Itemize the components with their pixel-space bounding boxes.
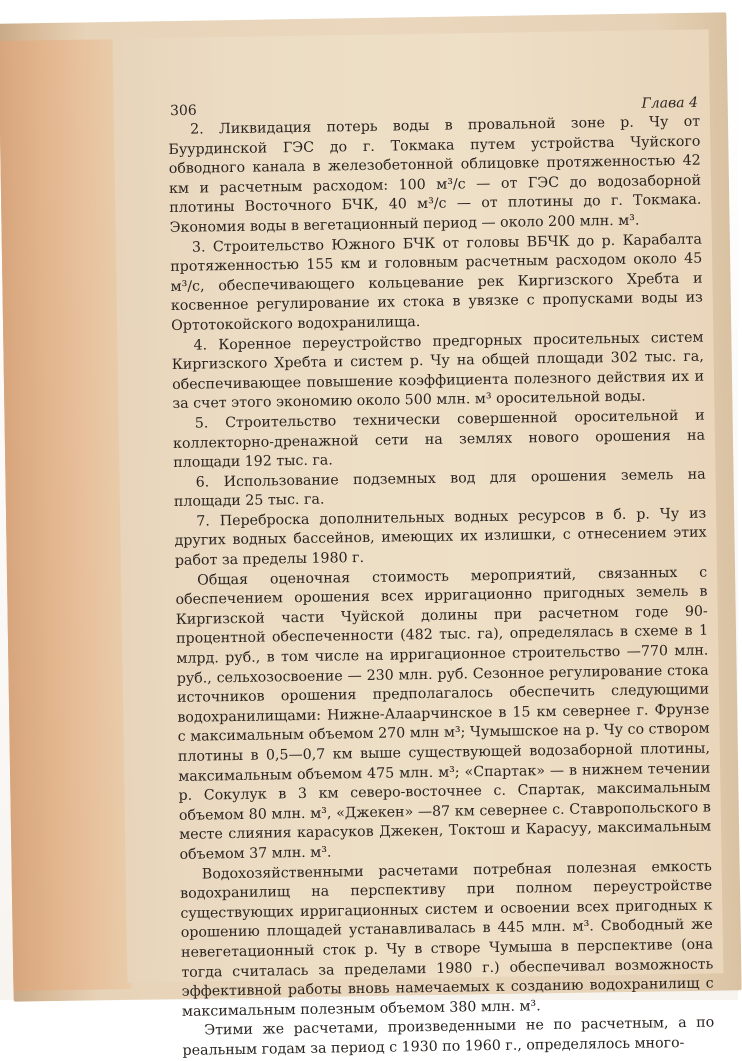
paragraph-multiyear-calc: Этими же расчетами, произведенными не по расчетным, а по реальным годам за период с 1930 по 1960 г., определялось много- [182, 1014, 715, 1059]
page-stack-edge [0, 39, 131, 991]
paragraph-item-5: 5. Строительство технически совершенной оросительной и коллекторно-дренажной сети на землях нового орошения на площади 192 тыс. га. [172, 407, 706, 472]
paragraph-reservoir-capacity: Водохозяйственными расчетами потребная полезная емкость водохранилищ на перспективу при полном переустройстве существующих ирригационных систем и освоении всех пригодных к орошению площадей устанавливалась в 445 млн. м³. Свободный же невегетационный сток р. Чу в створе Чумыша в перспективе (она тогда считалась за пределами 1980 г.) обеспечивал возможность эффективной работы вновь намечаемых к созданию водохранилищ с максимальным полезным объемом 380 млн. м³. [180, 858, 714, 1020]
body-text [168, 113, 715, 1061]
paragraph-item-7: 7. Переброска дополнительных водных ресурсов в б. р. Чу из других водных бассейнов, имеющих их излишки, с отнесением этих работ за пределы 1980 г. [174, 505, 707, 570]
paragraph-item-6: 6. Использование подземных вод для орошения земель на площади 25 тыс. га. [173, 466, 706, 511]
chapter-title: Глава 4 [641, 94, 699, 112]
paragraph-item-2: 2. Ликвидация потерь воды в провальной зоне р. Чу от Буурдинской ГЭС до г. Токмака путем устройства Чуйского обводного канала в железобетонной облицовке протяженностью 42 км и расчетным расходом: 100 м³/с — от ГЭС до водозаборной плотины Восточного БЧК, 40 м³/с — от плотины до г. Токмака. Экономия воды в вегетационный период — около 200 млн. м³. [168, 113, 702, 236]
paragraph-cost-estimate: Общая оценочная стоимость мероприятий, связанных с обеспечением орошения всех ирригационно пригодных земель в Киргизской части Чуйской долины при расчетном годе 90-процентной обеспеченности (482 тыс. га), определялась в схеме в 1 млрд. руб., в том числе на ирригационное строительство —770 млн. руб., сельхозосвоение — 230 млн. руб. Сезонное регулирование стока источников орошения предполагалось обеспечить следующими водохранилищами: Нижне-Алаарчинское в 15 км севернее г. Фрунзе с максимальным объемом 270 млн м³; Чумышское на р. Чу со створом плотины в 0,5—0,7 км выше существующей водозаборной плотины, максимальным объемом 475 млн. м³; «Спартак» — в нижнем течении р. Сокулук в 3 км северо-восточнее с. Спартак, максимальным объемом 80 млн. м³, «Джекен» —87 км севернее с. Ставропольского в месте слияния карасуков Джекен, Токтош и Карасуу, максимальным объемом 37 млн. м³. [175, 564, 712, 863]
paragraph-item-4: 4. Коренное переустройство предгорных просительных систем Киргизского Хребта и систем р. Чу на общей площади 302 тыс. га, обеспечивающее повышение коэффициента полезного действия их и за счет этого экономию около 500 млн. м³ оросительной воды. [171, 329, 705, 413]
paragraph-item-3: 3. Строительство Южного БЧК от головы ВБЧК до р. Карабалта протяженностью 155 км и головным расчетным расходом около 45 м³/с, обеспечивающего кольцевание рек Киргизского Хребта и косвенное регулирование их стока в увязке с пропусками воды из Ортотокойского водохранилища. [170, 231, 703, 334]
page-number: 306 [169, 102, 197, 120]
